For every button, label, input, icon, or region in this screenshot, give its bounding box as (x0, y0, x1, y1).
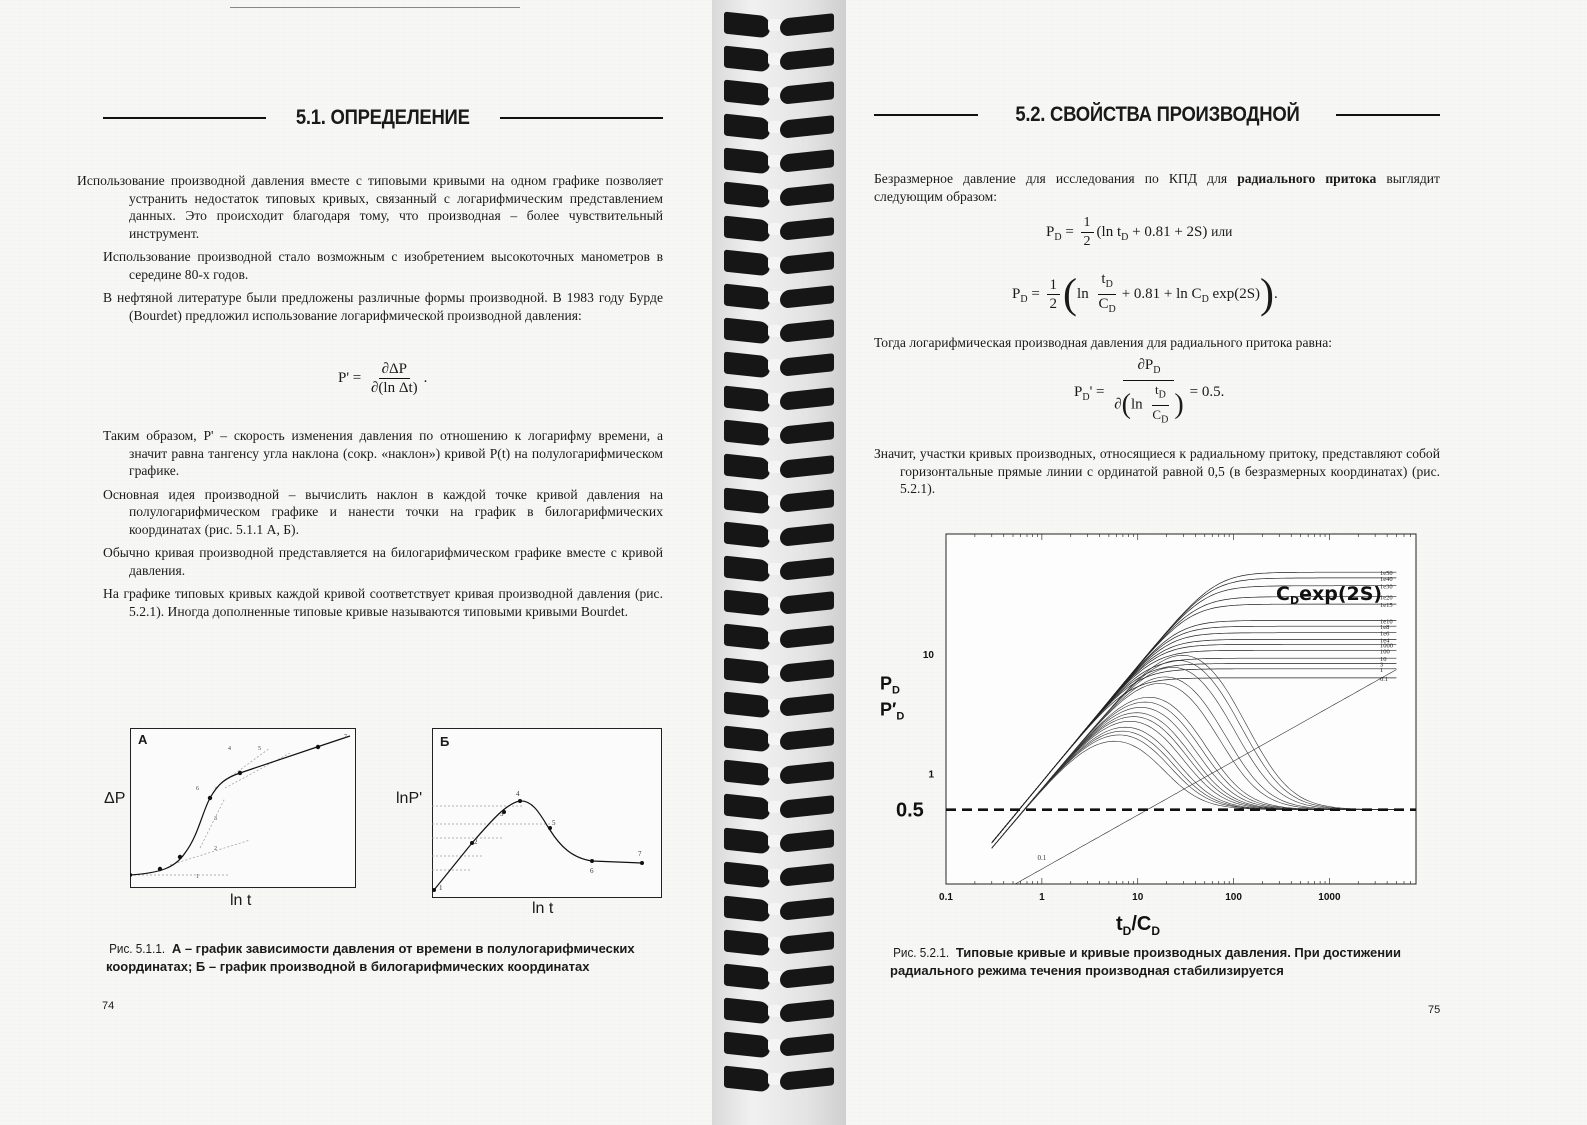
f1-lhs-sub: D (1054, 231, 1062, 243)
point-label: 6 (196, 786, 199, 792)
binding-coil (724, 830, 836, 852)
page-number-left: 74 (102, 1000, 115, 1012)
binding-coil (724, 558, 836, 580)
bourdet-formula (338, 360, 427, 397)
formula-lhs: P' = (338, 369, 362, 386)
f3-prime: ' (1089, 384, 1093, 401)
right-intro (874, 170, 1440, 211)
reference-label: 0.5 (896, 799, 924, 822)
paragraph-text: Использование производной стало возможным с изобретением высокоточных манометров в середине 80-х годов. (103, 249, 663, 282)
caption-label: Рис. 5.2.1. (893, 945, 950, 960)
x-tick-label: 1 (1039, 892, 1045, 903)
right-page (846, 0, 1587, 1125)
curve-label: 100 (1380, 648, 1390, 656)
paragraph-text: Основная идея производной – вычислить наклон в каждой точке кривой давления на полулогарифмическом графике и нанести точки на график в билогарифмических координатах (рис. 5.1.1 А, Б). (103, 486, 663, 537)
y-axis-label-dp: $P'_D$ (880, 699, 905, 723)
binding-coil (724, 388, 836, 410)
curve-label: 10 (1380, 656, 1387, 664)
curve-label: 1e6 (1380, 630, 1390, 638)
paragraph (103, 289, 663, 324)
curve-label: 1e50 (1380, 570, 1393, 578)
binding-coil (724, 728, 836, 750)
paragraph-text: В нефтяной литературе были предложены различные формы производной. В 1983 году Бурде (Bourdet) предложил использование логарифмической производной давления: (103, 290, 663, 323)
binding-coil (724, 14, 836, 36)
section-heading-left (103, 106, 663, 130)
f2-lhs-sub: D (1020, 293, 1028, 305)
f3-lhs-sub: D (1082, 392, 1090, 404)
f3-result: = 0.5 (1189, 384, 1221, 401)
formula-fraction (368, 360, 421, 397)
y-axis-label-p: $P_D$ (880, 673, 900, 697)
binding-coil (724, 524, 836, 546)
f2-t-sub: D (1105, 279, 1113, 290)
f2-eq: = (1031, 285, 1040, 302)
f3-close-paren: ) (1174, 389, 1184, 421)
point-label: 7 (344, 734, 347, 740)
f2-num (1098, 270, 1115, 295)
f1-body-sub: D (1121, 231, 1129, 243)
point-label: 3 (214, 816, 217, 822)
binding-coil (724, 694, 836, 716)
f2-c-sub: D (1108, 304, 1116, 315)
chart-annotation: $C_D\exp(2S)$ (1276, 583, 1383, 607)
f3-inner-den (1149, 406, 1171, 430)
paragraph-text: Таким образом, P' – скорость изменения давления по отношению к логарифму времени, а значит равна тангенсу угла наклона (сокр. «наклон») кривой P(t) на полулогарифмическом графике. (103, 428, 663, 478)
f3-frac (1111, 356, 1186, 429)
binding-coil (724, 898, 836, 920)
right-mid-text (874, 334, 1440, 358)
point-label: 7 (638, 850, 642, 858)
f3-end: . (1220, 384, 1225, 401)
binding-coil (724, 932, 836, 954)
f3-den-t: t (1154, 382, 1159, 397)
figure-a-plot (130, 728, 356, 888)
f2-ln: ln (1077, 285, 1089, 302)
f1-tail: или (1211, 223, 1233, 239)
figure-a-ylabel: ΔP (104, 790, 126, 807)
point-label: 4 (228, 746, 231, 752)
left-text-block-1 (77, 172, 663, 330)
curve-label: 1 (1380, 666, 1384, 674)
formula-numerator: ∂ΔP (379, 360, 410, 379)
binding-coil (724, 320, 836, 342)
point-label: 5 (552, 819, 556, 827)
f3-den (1111, 381, 1186, 429)
binding-coil (724, 252, 836, 274)
curve-label: 0.1 (1380, 675, 1389, 683)
x-tick-label: 100 (1225, 892, 1242, 903)
y-tick-label: 10 (922, 649, 934, 661)
f1-half-den: 2 (1083, 234, 1091, 249)
paragraph (103, 486, 663, 539)
figure-caption-right (890, 944, 1430, 980)
f3-lhs: P (1074, 384, 1083, 401)
f1-half (1081, 214, 1094, 251)
f2-rest-end: exp(2S) (1208, 285, 1261, 302)
binding-coil (724, 660, 836, 682)
binding-coil (724, 48, 836, 70)
figure-b (396, 728, 666, 918)
point-label: 2 (474, 838, 478, 846)
f2-close-paren: ) (1260, 271, 1275, 318)
f3-den-t-sub: D (1158, 389, 1166, 401)
intro-text-end: выглядит следующим образом: (874, 171, 1440, 204)
f3-den-d: ∂ (1114, 396, 1122, 413)
heading-rule (874, 114, 978, 116)
low-curve-label: 0.1 (1037, 854, 1047, 863)
spiral-binding (712, 0, 846, 1125)
point-label: 6 (590, 867, 594, 875)
f3-den-c-sub: D (1161, 414, 1169, 426)
paragraph-text: Обычно кривая производной представляется на билогарифмическом графике вместе с кривой давления. (103, 545, 663, 578)
top-edge-line (230, 7, 520, 8)
point-label: 4 (516, 790, 520, 798)
curve-label: 3 (1380, 661, 1384, 669)
formula-end: . (423, 369, 428, 386)
f2-rest-sub: D (1201, 293, 1209, 305)
f3-den-ln: ln (1131, 396, 1143, 413)
figure-a (100, 728, 360, 918)
binding-coil (724, 82, 836, 104)
paragraph (103, 585, 663, 620)
f1-body-rest: + 0.81 + 2S) (1128, 223, 1208, 240)
binding-coil (724, 626, 836, 648)
curve-label: 1e10 (1380, 618, 1393, 626)
section-heading-right (874, 103, 1440, 127)
y-tick-label: 1 (928, 769, 934, 781)
point-label: 1 (439, 884, 443, 892)
intro-bold: радиального притока (1237, 171, 1377, 186)
f3-num-sub: D (1153, 365, 1161, 376)
binding-coil (724, 1000, 836, 1022)
f2-rest: + 0.81 + ln C (1121, 285, 1202, 302)
f2-frac (1095, 270, 1118, 319)
binding-coil (724, 218, 836, 240)
f2-half-den: 2 (1049, 296, 1058, 312)
f3-num-text: ∂P (1137, 357, 1154, 373)
intro-text: Безразмерное давление для исследования по КПД для (874, 171, 1238, 186)
f3-num (1123, 356, 1174, 381)
paragraph (103, 248, 663, 283)
figure-b-letter: Б (440, 734, 450, 749)
figure-b-xlabel: ln t (532, 900, 554, 917)
binding-coil (724, 796, 836, 818)
type-curve-chart (866, 520, 1446, 940)
page-number-right: 75 (1428, 1004, 1441, 1016)
curve-label: 1e20 (1380, 594, 1393, 602)
figure-caption-left (106, 940, 666, 976)
heading-rule (1336, 114, 1440, 116)
paragraph-text: На графике типовых кривых каждой кривой соответствует кривая производной давления (рис. 5.2.1). Иногда дополненные типовые кривые называются типовыми кривыми Bourdet. (103, 586, 663, 619)
curve-label: 1e4 (1380, 637, 1390, 645)
f2-open-paren: ( (1063, 271, 1078, 318)
paragraph (874, 445, 1440, 498)
binding-coil (724, 116, 836, 138)
f3-inner-frac (1149, 381, 1171, 429)
f3-open-paren: ( (1121, 389, 1131, 421)
f1-lhs: P (1046, 223, 1055, 240)
formula-pd-2 (1012, 270, 1278, 319)
binding-coil (724, 1068, 836, 1090)
x-tick-label: 1000 (1318, 892, 1341, 903)
curve-label: 1e40 (1380, 575, 1393, 583)
heading-rule (103, 117, 266, 119)
binding-coil (724, 150, 836, 172)
heading-rule (500, 117, 663, 119)
f3-den-c: C (1152, 406, 1162, 422)
figure-a-xlabel: ln t (230, 892, 252, 909)
f1-eq: = (1065, 223, 1074, 240)
point-label: 3 (500, 810, 504, 818)
f3-inner-num (1152, 381, 1169, 406)
type-curve-svg (866, 520, 1446, 940)
f2-den (1095, 295, 1118, 319)
paragraph (874, 170, 1440, 205)
left-text-block-2 (103, 427, 663, 626)
curve-label: 1e8 (1380, 624, 1390, 632)
heading-text: 5.2. СВОЙСТВА ПРОИЗВОДНОЙ (1014, 103, 1300, 126)
formula-derivative (1074, 356, 1224, 429)
formula-denominator: ∂(ln Δt) (371, 380, 418, 396)
binding-coil (724, 966, 836, 988)
figure-b-ylabel: lnP' (396, 790, 423, 807)
binding-coil (724, 456, 836, 478)
f2-lhs: P (1012, 285, 1021, 302)
f1-half-num: 1 (1081, 214, 1094, 233)
caption-label: Рис. 5.1.1. (109, 941, 166, 956)
curve-label: 1e30 (1380, 583, 1393, 591)
curve-label: 1000 (1380, 642, 1393, 650)
binding-coil (724, 864, 836, 886)
paragraph (103, 544, 663, 579)
paragraph: Тогда логарифмическая производная давления для радиального притока равна: (874, 335, 1333, 350)
binding-coil (724, 1034, 836, 1056)
paragraph-text: Значит, участки кривых производных, относящиеся к радиальному притоку, представляют собой горизонтальные прямые линии с ординатой равной 0,5 (в безразмерных координатах) (рис. 5.2.1). (874, 446, 1440, 496)
paragraph (103, 427, 663, 480)
binding-coil (724, 762, 836, 784)
formula-pd-1 (1046, 214, 1232, 251)
right-conclusion (874, 445, 1440, 504)
f3-eq: = (1096, 384, 1105, 401)
binding-coil (724, 184, 836, 206)
f2-end: . (1274, 285, 1278, 302)
f1-body: (ln t (1096, 223, 1122, 240)
heading-text: 5.1. ОПРЕДЕЛЕНИЕ (296, 106, 470, 129)
caption-body: Типовые кривые и кривые производных давления. При достижении радиального режима течения производная стабилизируется (890, 945, 1402, 978)
f2-half-num: 1 (1047, 276, 1061, 295)
point-label: 2 (214, 846, 217, 852)
binding-coil (724, 490, 836, 512)
figure-a-letter: А (138, 732, 148, 747)
paragraph (77, 172, 663, 242)
x-axis-label: $t_D/C_D$ (1116, 913, 1161, 938)
left-page (0, 0, 712, 1125)
point-label: 5 (258, 746, 261, 752)
binding-coil (724, 286, 836, 308)
binding-coil (724, 422, 836, 444)
x-tick-label: 0.1 (939, 892, 953, 903)
binding-coil (724, 354, 836, 376)
point-label: 1 (196, 874, 199, 880)
f2-half (1047, 276, 1061, 313)
f2-c: C (1098, 296, 1109, 312)
x-tick-label: 10 (1132, 892, 1144, 903)
paragraph-text: Использование производной давления вместе с типовыми кривыми на одном графике позволяет устранить недостаток типовых кривых, связанный с логарифмическим представлением данных. Это происходит благодаря тому, что производная – более чувствительный инструмент. (77, 173, 663, 241)
f2-t: t (1101, 271, 1106, 287)
figure-b-plot (432, 728, 662, 898)
caption-body: А – график зависимости давления от времени в полулогарифмических координатах; Б – график производной в билогарифмических координатах (106, 941, 635, 974)
binding-coil (724, 592, 836, 614)
curve-label: 1e15 (1380, 602, 1393, 610)
